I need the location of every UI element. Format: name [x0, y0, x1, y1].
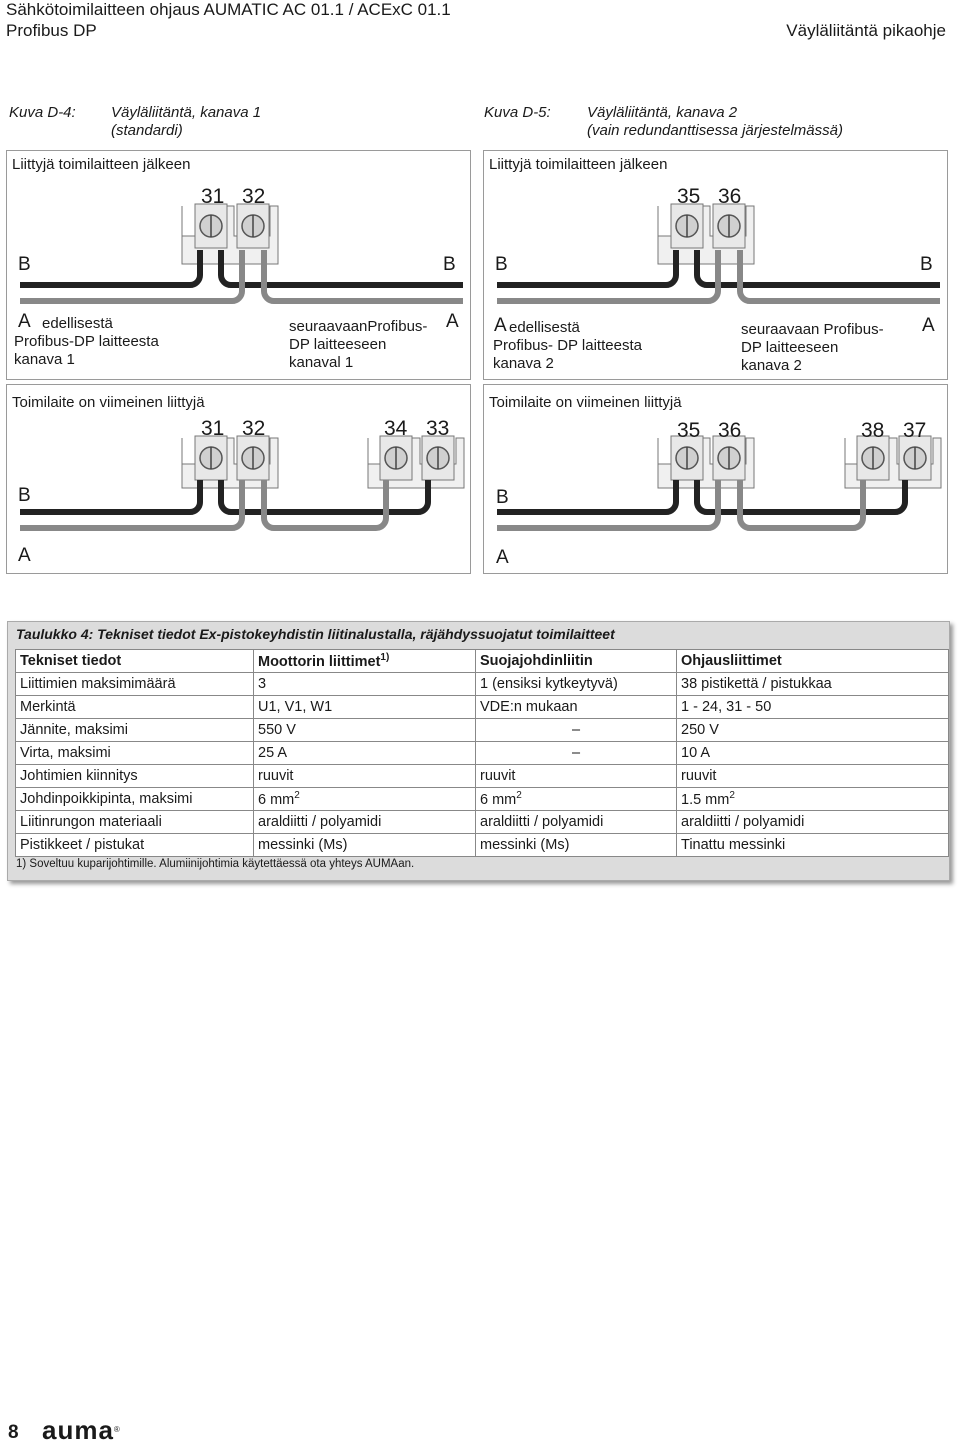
fig-d4-terminal-32: 32: [242, 185, 266, 208]
doc-subtitle: Profibus DP: [6, 21, 97, 40]
fig-d4-label-a-right: A: [446, 311, 459, 332]
fig-d4-p2-terminal-31: 31: [201, 417, 225, 440]
table-row: [16, 811, 949, 834]
registered-mark: ®: [113, 1425, 121, 1434]
fig-d4-subtitle: (standardi): [111, 122, 183, 139]
wiring-diagram: [0, 0, 960, 600]
fig-d4-p2-label-a: A: [18, 545, 31, 566]
table-cell: araldiitti / polyamidi: [254, 811, 476, 834]
table-row: [16, 719, 949, 742]
table-cell: Jännite, maksimi: [16, 719, 254, 742]
footnote-ref: 1): [380, 652, 390, 664]
table-row: [16, 696, 949, 719]
fig-d5-to-line-3: kanava 2: [741, 357, 802, 374]
fig-d5-terminal-36: 36: [718, 185, 742, 208]
tech-data-table: [15, 649, 949, 857]
fig-d4-panel-2-heading: Toimilaite on viimeinen liittyjä: [12, 394, 205, 411]
fig-d5-to-line-2: DP laitteeseen: [741, 339, 839, 356]
fig-d4-wire-b-in: [20, 250, 200, 285]
table-row: [16, 742, 949, 765]
doc-title: Sähkötoimilaitteen ohjaus AUMATIC AC 01.1 / ACExC 01.1: [6, 0, 451, 19]
fig-d4-to-line-2: DP laitteeseen: [289, 336, 387, 353]
fig-d5-p2-terminal-38: 38: [861, 419, 885, 442]
table-cell: Johdinpoikkipinta, maksimi: [16, 788, 254, 811]
fig-d4-terminal-31: 31: [201, 185, 225, 208]
table-header-cell: Tekniset tiedot: [16, 650, 254, 673]
table-cell: araldiitti / polyamidi: [677, 811, 949, 834]
table-cell: –: [476, 742, 677, 765]
table-cell: 1 (ensiksi kytkeytyvä): [476, 673, 677, 696]
fig-d5-label-b-left: B: [495, 254, 508, 275]
cell-text: 6 mm: [258, 791, 295, 808]
fig-d4-from-line-1: edellisestä: [42, 315, 113, 332]
table-cell: Pistikkeet / pistukat: [16, 834, 254, 857]
fig-d5-p2-terminal-37: 37: [903, 419, 927, 442]
fig-d4-p2-terminal-33: 33: [426, 417, 450, 440]
fig-d4-label-b-right: B: [443, 254, 456, 275]
superscript: 2: [516, 790, 522, 802]
fig-d4-panel-1-heading: Liittyjä toimilaitteen jälkeen: [12, 156, 191, 173]
table-cell: ruuvit: [476, 765, 677, 788]
table-cell: Liittimien maksimimäärä: [16, 673, 254, 696]
fig-d4-wire-b-end: [20, 480, 428, 512]
fig-d4-from-line-2: Profibus-DP laitteesta: [14, 333, 159, 350]
table-row: [16, 788, 949, 811]
auma-logo: [42, 1417, 121, 1443]
table-cell: [476, 788, 677, 811]
fig-d5-to-line-1: seuraavaan Profibus-: [741, 321, 884, 338]
table-cell: Liitinrungon materiaali: [16, 811, 254, 834]
table-cell: [254, 788, 476, 811]
header-text: Moottorin liittimet: [258, 653, 381, 670]
fig-d4-to-line-1: seuraavaanProfibus-: [289, 318, 428, 335]
table-cell: Johtimien kiinnitys: [16, 765, 254, 788]
fig-d5-from-line-1: edellisestä: [509, 319, 580, 336]
table-cell: U1, V1, W1: [254, 696, 476, 719]
table-cell: Virta, maksimi: [16, 742, 254, 765]
fig-d5-label-a-right: A: [922, 315, 935, 336]
fig-d4-title: Väyläliitäntä, kanava 1: [111, 104, 262, 121]
table-cell: 38 pistikettä / pistukkaa: [677, 673, 949, 696]
cell-text: 6 mm: [480, 791, 517, 808]
fig-d5-label-b-right: B: [920, 254, 933, 275]
fig-d5-wire-b-in: [497, 250, 676, 285]
fig-d5-label: Kuva D-5:: [484, 104, 551, 121]
fig-d4-from-line-3: kanava 1: [14, 351, 75, 368]
fig-d5-title: Väyläliitäntä, kanava 2: [587, 104, 738, 121]
fig-d5-wire-a-out: [740, 250, 940, 301]
cell-text: 1.5 mm: [681, 791, 730, 808]
fig-d5-p2-terminal-35: 35: [677, 419, 701, 442]
table-title: Taulukko 4: Tekniset tiedot Ex-pistokeyhdistin liitinalustalla, räjähdyssuojatut toimilaitteet: [16, 626, 615, 642]
table-row: [16, 834, 949, 857]
table-row: [16, 765, 949, 788]
fig-d5-terminal-block-2: [658, 436, 941, 488]
fig-d4-p2-label-b: B: [18, 485, 31, 506]
fig-d4-p2-terminal-34: 34: [384, 417, 408, 440]
fig-d5-terminal-35: 35: [677, 185, 701, 208]
superscript: 2: [294, 790, 300, 802]
table-header-cell: Suojajohdinliitin: [476, 650, 677, 673]
page-number: 8: [8, 1422, 19, 1443]
table-cell: Merkintä: [16, 696, 254, 719]
table-row: [16, 673, 949, 696]
fig-d4-label-b-left: B: [18, 254, 31, 275]
table-cell: araldiitti / polyamidi: [476, 811, 677, 834]
table-header-cell: [254, 650, 476, 673]
fig-d5-from-line-3: kanava 2: [493, 355, 554, 372]
table-cell: VDE:n mukaan: [476, 696, 677, 719]
tech-data-table-panel: [7, 621, 950, 881]
fig-d5-p2-terminal-36: 36: [718, 419, 742, 442]
table-cell: 25 A: [254, 742, 476, 765]
table-cell: 1 - 24, 31 - 50: [677, 696, 949, 719]
table-cell: 550 V: [254, 719, 476, 742]
fig-d4-terminal-block-2: [182, 436, 464, 488]
fig-d5-panel-2-heading: Toimilaite on viimeinen liittyjä: [489, 394, 682, 411]
fig-d5-subtitle: (vain redundanttisessa järjestelmässä): [587, 122, 843, 139]
table-cell: –: [476, 719, 677, 742]
fig-d5-from-line-2: Profibus- DP laitteesta: [493, 337, 642, 354]
table-cell: messinki (Ms): [254, 834, 476, 857]
table-cell: 250 V: [677, 719, 949, 742]
table-cell: ruuvit: [677, 765, 949, 788]
fig-d4-p2-terminal-32: 32: [242, 417, 266, 440]
table-cell: 10 A: [677, 742, 949, 765]
fig-d5-p2-label-b: B: [496, 487, 509, 508]
table-footnote: 1) Soveltuu kuparijohtimille. Alumiinijohtimia käytettäessä ota yhteys AUMAan.: [16, 858, 415, 870]
fig-d5-p2-label-a: A: [496, 547, 509, 568]
table-cell: messinki (Ms): [476, 834, 677, 857]
table-cell: [677, 788, 949, 811]
fig-d5-panel-1-heading: Liittyjä toimilaitteen jälkeen: [489, 156, 668, 173]
table-cell: Tinattu messinki: [677, 834, 949, 857]
table-header-cell: Ohjausliittimet: [677, 650, 949, 673]
fig-d5-label-a-left: A: [494, 315, 507, 336]
table-cell: ruuvit: [254, 765, 476, 788]
fig-d4-label: Kuva D-4:: [9, 104, 76, 121]
logo-text: auma: [42, 1415, 114, 1445]
table-header-row: [16, 650, 949, 673]
fig-d4-wire-a-out: [264, 250, 463, 301]
doc-section: Väyläliitäntä pikaohje: [786, 21, 946, 40]
superscript: 2: [729, 790, 735, 802]
fig-d4-label-a-left: A: [18, 311, 31, 332]
fig-d4-to-line-3: kanaval 1: [289, 354, 354, 371]
table-cell: 3: [254, 673, 476, 696]
